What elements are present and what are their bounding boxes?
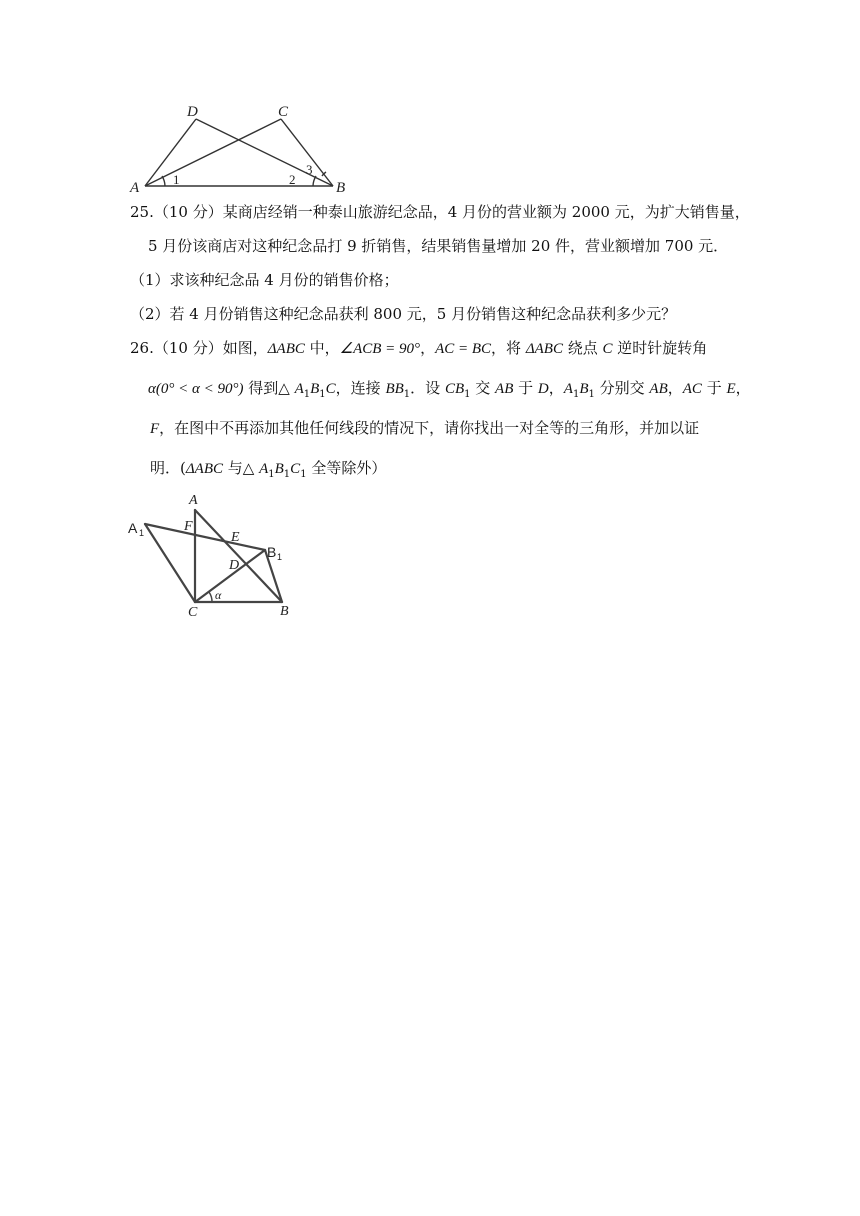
q26-math: AC: [682, 381, 702, 397]
q25-text-1: 某商店经销一种泰山旅游纪念品，4 月份的营业额为 2000 元，为扩大销售量，: [222, 203, 750, 221]
q26-math: B: [274, 461, 284, 477]
q26-math: A: [563, 381, 573, 397]
q26-math: C: [602, 341, 613, 357]
segment-a1b1: [145, 524, 265, 550]
label-e: E: [231, 530, 240, 545]
q26-sub: 1: [403, 389, 411, 400]
label-d: D: [187, 104, 198, 120]
q26-sub: 1: [572, 389, 580, 400]
q26-math: AB: [495, 381, 514, 397]
q26-line-4: [150, 458, 386, 485]
q26-text: 分别交: [594, 379, 650, 397]
q25-part-2: [130, 304, 676, 324]
q26-math: A: [294, 381, 304, 397]
q26-sub: 1: [303, 389, 311, 400]
label-a1-sub: 1: [139, 528, 145, 538]
q26-text: 全等除外）: [306, 459, 387, 477]
q26-math: AC = BC: [435, 341, 492, 357]
q26-sub: 1: [319, 389, 326, 400]
q26-text: 明．(: [150, 459, 186, 477]
label-d: D: [229, 558, 240, 573]
q26-math: A: [259, 461, 269, 477]
q26-math: α(0° < α < 90°): [148, 381, 244, 397]
q25-text-2: 5 月份该商店对这种纪念品打 9 折销售，结果销售量增加 20 件，营业额增加 700 元．: [148, 237, 729, 255]
q26-text: 得到△: [243, 379, 295, 397]
q25-number: 25.: [130, 203, 154, 221]
q25-part-1: [130, 270, 399, 290]
q26-text: ．设: [410, 379, 445, 397]
q26-math: C: [290, 461, 301, 477]
figure-triangles-abcd: [125, 100, 355, 195]
q26-sub: 1: [283, 469, 291, 480]
q26-math: F: [150, 421, 160, 437]
label-angle-3: 3: [306, 162, 313, 177]
q25-part-1-text: （1）求该种纪念品 4 月份的销售价格；: [130, 271, 399, 289]
q25-part-2-text: （2）若 4 月份销售这种纪念品获利 800 元，5 月份销售这种纪念品获利多少元？: [130, 305, 677, 323]
label-angle-1: 1: [173, 172, 180, 187]
q26-text: ，: [420, 339, 436, 357]
label-a: A: [130, 180, 140, 195]
q26-math: ∠ACB = 90°: [339, 341, 421, 357]
q26-sub: 1: [300, 469, 307, 480]
q26-line-3: [150, 418, 699, 439]
q26-text: 逆时针旋转角: [612, 339, 708, 357]
label-c: C: [188, 605, 198, 618]
q26-math: C: [325, 381, 336, 397]
label-angle-2: 2: [289, 172, 296, 187]
q26-text: 中，: [304, 339, 340, 357]
label-c: C: [278, 104, 289, 120]
q26-text: ，连接: [335, 379, 386, 397]
q26-text: 于: [513, 379, 538, 397]
label-f: F: [184, 519, 193, 534]
label-a: A: [189, 493, 198, 508]
q26-sub: 1: [268, 469, 275, 480]
q26-math: ΔABC: [525, 341, 563, 357]
q26-number: 26.: [130, 339, 154, 357]
q26-text: 绕点: [562, 339, 603, 357]
label-b: B: [280, 604, 289, 618]
q26-text: ，在图中不再添加其他任何线段的情况下，请你找出一对全等的三角形，并加以证: [159, 419, 700, 437]
q26-text: ，将: [491, 339, 526, 357]
label-a1: A: [128, 520, 138, 536]
label-alpha: α: [215, 588, 222, 602]
q26-line-2: [148, 378, 751, 405]
q26-math: BB: [385, 381, 404, 397]
q26-text: ，: [667, 379, 683, 397]
q26-math: AB: [649, 381, 668, 397]
q26-text: ，: [548, 379, 564, 397]
q26-math: D: [537, 381, 549, 397]
q26-line-1: [130, 338, 707, 359]
segment-ac: [145, 119, 281, 186]
q26-math: B: [579, 381, 589, 397]
q26-sub: 1: [588, 389, 595, 400]
label-b1: B: [267, 544, 277, 560]
q26-score: （10 分）: [153, 339, 223, 357]
q26-text: ，: [735, 379, 751, 397]
q26-math: ΔABC: [267, 341, 305, 357]
q26-text: 交: [470, 379, 496, 397]
label-b: B: [336, 180, 346, 195]
angle-alpha-arc: [209, 592, 212, 602]
label-b1-sub: 1: [277, 552, 283, 562]
q25-line-1: [130, 202, 750, 222]
q26-text: 于: [701, 379, 727, 397]
segment-a1c: [145, 524, 195, 602]
q26-math: ΔABC: [185, 461, 223, 477]
q26-text: 如图，: [222, 339, 268, 357]
q26-sub: 1: [464, 389, 471, 400]
q26-math: E: [726, 381, 736, 397]
q26-text: 与△: [223, 459, 260, 477]
q26-math: B: [310, 381, 320, 397]
angle-1-arc: [162, 176, 165, 186]
figure-rotation: [120, 488, 310, 618]
segment-ad: [145, 119, 196, 186]
q25-line-2: [148, 236, 728, 256]
angle-2-arc: [313, 176, 316, 186]
q25-score: （10 分）: [153, 203, 223, 221]
q26-math: CB: [444, 381, 465, 397]
